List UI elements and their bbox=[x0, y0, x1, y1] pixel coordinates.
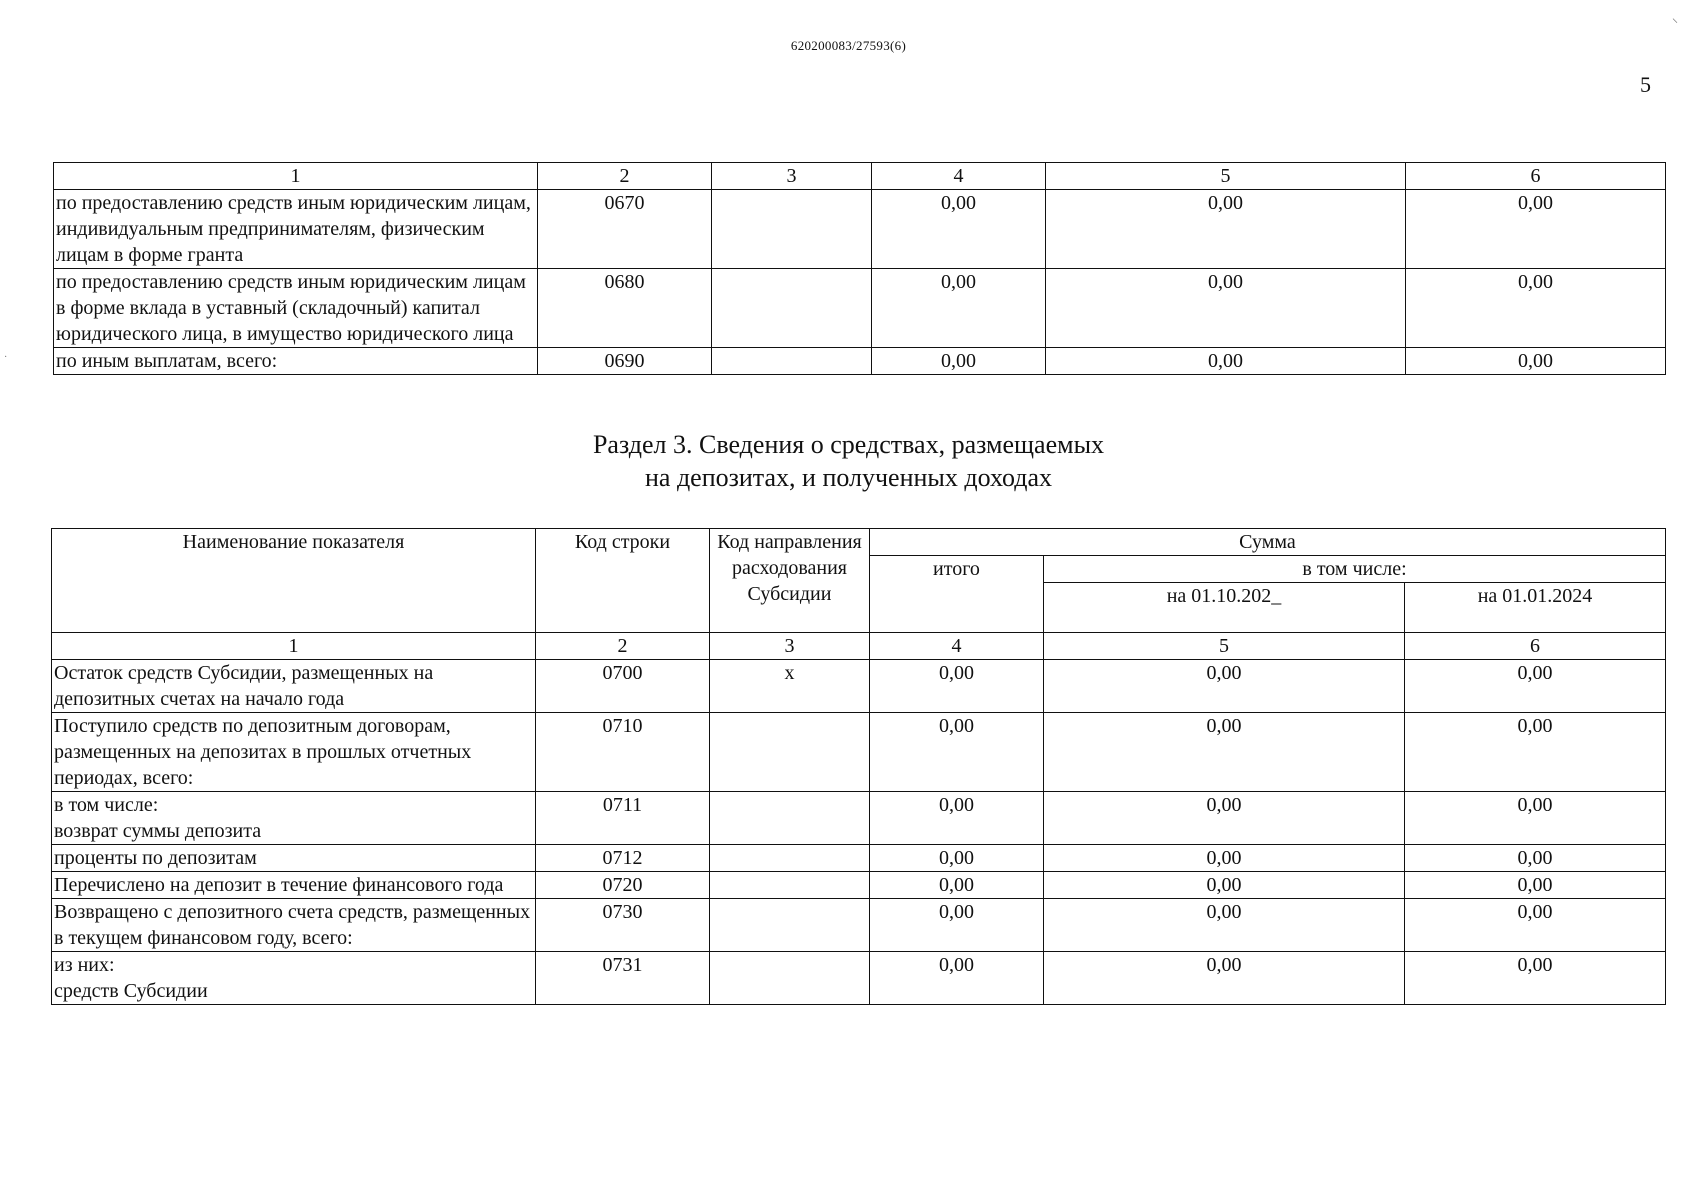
row-value-6: 0,00 bbox=[1405, 872, 1666, 899]
header-row bbox=[52, 529, 1666, 556]
row-total: 0,00 bbox=[872, 269, 1046, 348]
page-number: 5 bbox=[1640, 72, 1651, 97]
row-name-line: в том числе: bbox=[54, 794, 159, 816]
row-direction bbox=[710, 952, 870, 1005]
row-value-5: 0,00 bbox=[1044, 899, 1405, 952]
header-code: Код строки bbox=[536, 529, 710, 633]
col-number: 2 bbox=[538, 163, 712, 190]
row-value-6: 0,00 bbox=[1406, 190, 1666, 269]
row-total: 0,00 bbox=[870, 899, 1044, 952]
header-date-2: на 01.01.2024 bbox=[1405, 583, 1666, 633]
col-number: 3 bbox=[710, 633, 870, 660]
table-row bbox=[52, 872, 1666, 899]
row-code: 0670 bbox=[538, 190, 712, 269]
row-direction bbox=[710, 792, 870, 845]
document-id: 620200083/27593(6) bbox=[790, 38, 907, 53]
row-name-line: средств Субсидии bbox=[54, 980, 208, 1002]
header-sum: Сумма bbox=[870, 529, 1666, 556]
col-number: 1 bbox=[52, 633, 536, 660]
row-code: 0720 bbox=[536, 872, 710, 899]
scan-mark: ⸌ bbox=[1672, 16, 1679, 30]
row-total: 0,00 bbox=[870, 660, 1044, 713]
row-value-5: 0,00 bbox=[1044, 952, 1405, 1005]
row-value-6: 0,00 bbox=[1405, 792, 1666, 845]
row-name: Поступило средств по депозитным договорам, размещенных на депозитах в прошлых отчетных периодах, всего: bbox=[52, 713, 536, 792]
row-direction bbox=[712, 190, 872, 269]
table-row bbox=[54, 348, 1666, 375]
row-total: 0,00 bbox=[870, 845, 1044, 872]
row-name: по предоставлению средств иным юридическим лицам, индивидуальным предпринимателям, физическим лицам в форме гранта bbox=[54, 190, 538, 269]
row-direction bbox=[710, 713, 870, 792]
row-total: 0,00 bbox=[870, 792, 1044, 845]
row-value-5: 0,00 bbox=[1044, 792, 1405, 845]
row-direction bbox=[710, 845, 870, 872]
column-number-row bbox=[52, 633, 1666, 660]
row-total: 0,00 bbox=[872, 190, 1046, 269]
row-code: 0700 bbox=[536, 660, 710, 713]
table-row bbox=[54, 269, 1666, 348]
row-total: 0,00 bbox=[870, 952, 1044, 1005]
row-name: по предоставлению средств иным юридическим лицам в форме вклада в уставный (складочный) капитал юридического лица, в имущество юридического лица bbox=[54, 269, 538, 348]
row-name: Остаток средств Субсидии, размещенных на депозитных счетах на начало года bbox=[52, 660, 536, 713]
section-3-title bbox=[0, 428, 1697, 494]
row-value-5: 0,00 bbox=[1044, 845, 1405, 872]
continued-table bbox=[53, 162, 1666, 375]
table-row bbox=[52, 792, 1666, 845]
row-total: 0,00 bbox=[872, 348, 1046, 375]
row-code: 0712 bbox=[536, 845, 710, 872]
table-row bbox=[52, 660, 1666, 713]
row-value-5: 0,00 bbox=[1046, 348, 1406, 375]
col-number: 6 bbox=[1406, 163, 1666, 190]
row-value-6: 0,00 bbox=[1405, 713, 1666, 792]
row-name: по иным выплатам, всего: bbox=[54, 348, 538, 375]
row-direction bbox=[712, 348, 872, 375]
table-row bbox=[52, 899, 1666, 952]
row-value-6: 0,00 bbox=[1405, 660, 1666, 713]
row-name bbox=[52, 952, 536, 1005]
row-total: 0,00 bbox=[870, 872, 1044, 899]
header-date-1: на 01.10.202_ bbox=[1044, 583, 1405, 633]
row-value-6: 0,00 bbox=[1406, 348, 1666, 375]
row-code: 0730 bbox=[536, 899, 710, 952]
row-name: Возвращено с депозитного счета средств, размещенных в текущем финансовом году, всего: bbox=[52, 899, 536, 952]
row-name: проценты по депозитам bbox=[52, 845, 536, 872]
row-value-5: 0,00 bbox=[1046, 190, 1406, 269]
col-number: 1 bbox=[54, 163, 538, 190]
section-title-line: на депозитах, и полученных доходах bbox=[644, 463, 1053, 492]
row-value-6: 0,00 bbox=[1405, 845, 1666, 872]
col-number: 6 bbox=[1405, 633, 1666, 660]
col-number: 2 bbox=[536, 633, 710, 660]
header-direction: Код направления расходования Субсидии bbox=[710, 529, 870, 633]
row-name: Перечислено на депозит в течение финансового года bbox=[52, 872, 536, 899]
row-direction bbox=[712, 269, 872, 348]
row-name bbox=[52, 792, 536, 845]
table-row bbox=[52, 713, 1666, 792]
deposits-table bbox=[51, 528, 1666, 1005]
row-direction: x bbox=[710, 660, 870, 713]
header-name: Наименование показателя bbox=[52, 529, 536, 633]
table-row bbox=[52, 845, 1666, 872]
row-code: 0711 bbox=[536, 792, 710, 845]
col-number: 5 bbox=[1046, 163, 1406, 190]
row-value-5: 0,00 bbox=[1044, 713, 1405, 792]
header-total: итого bbox=[870, 556, 1044, 633]
col-number: 3 bbox=[712, 163, 872, 190]
table-row bbox=[52, 952, 1666, 1005]
row-value-6: 0,00 bbox=[1405, 952, 1666, 1005]
section-title-line: Раздел 3. Сведения о средствах, размещаемых bbox=[592, 430, 1105, 459]
header-including: в том числе: bbox=[1044, 556, 1666, 583]
col-number: 4 bbox=[872, 163, 1046, 190]
row-direction bbox=[710, 872, 870, 899]
row-value-5: 0,00 bbox=[1044, 660, 1405, 713]
row-value-5: 0,00 bbox=[1044, 872, 1405, 899]
col-number: 4 bbox=[870, 633, 1044, 660]
row-name-line: возврат суммы депозита bbox=[54, 820, 262, 842]
row-value-6: 0,00 bbox=[1406, 269, 1666, 348]
row-direction bbox=[710, 899, 870, 952]
col-number: 5 bbox=[1044, 633, 1405, 660]
column-number-row bbox=[54, 163, 1666, 190]
row-value-6: 0,00 bbox=[1405, 899, 1666, 952]
row-name-line: из них: bbox=[54, 954, 115, 976]
row-value-5: 0,00 bbox=[1046, 269, 1406, 348]
scan-dot: · bbox=[4, 352, 8, 363]
table-row bbox=[54, 190, 1666, 269]
row-code: 0731 bbox=[536, 952, 710, 1005]
row-code: 0690 bbox=[538, 348, 712, 375]
row-code: 0710 bbox=[536, 713, 710, 792]
row-total: 0,00 bbox=[870, 713, 1044, 792]
row-code: 0680 bbox=[538, 269, 712, 348]
